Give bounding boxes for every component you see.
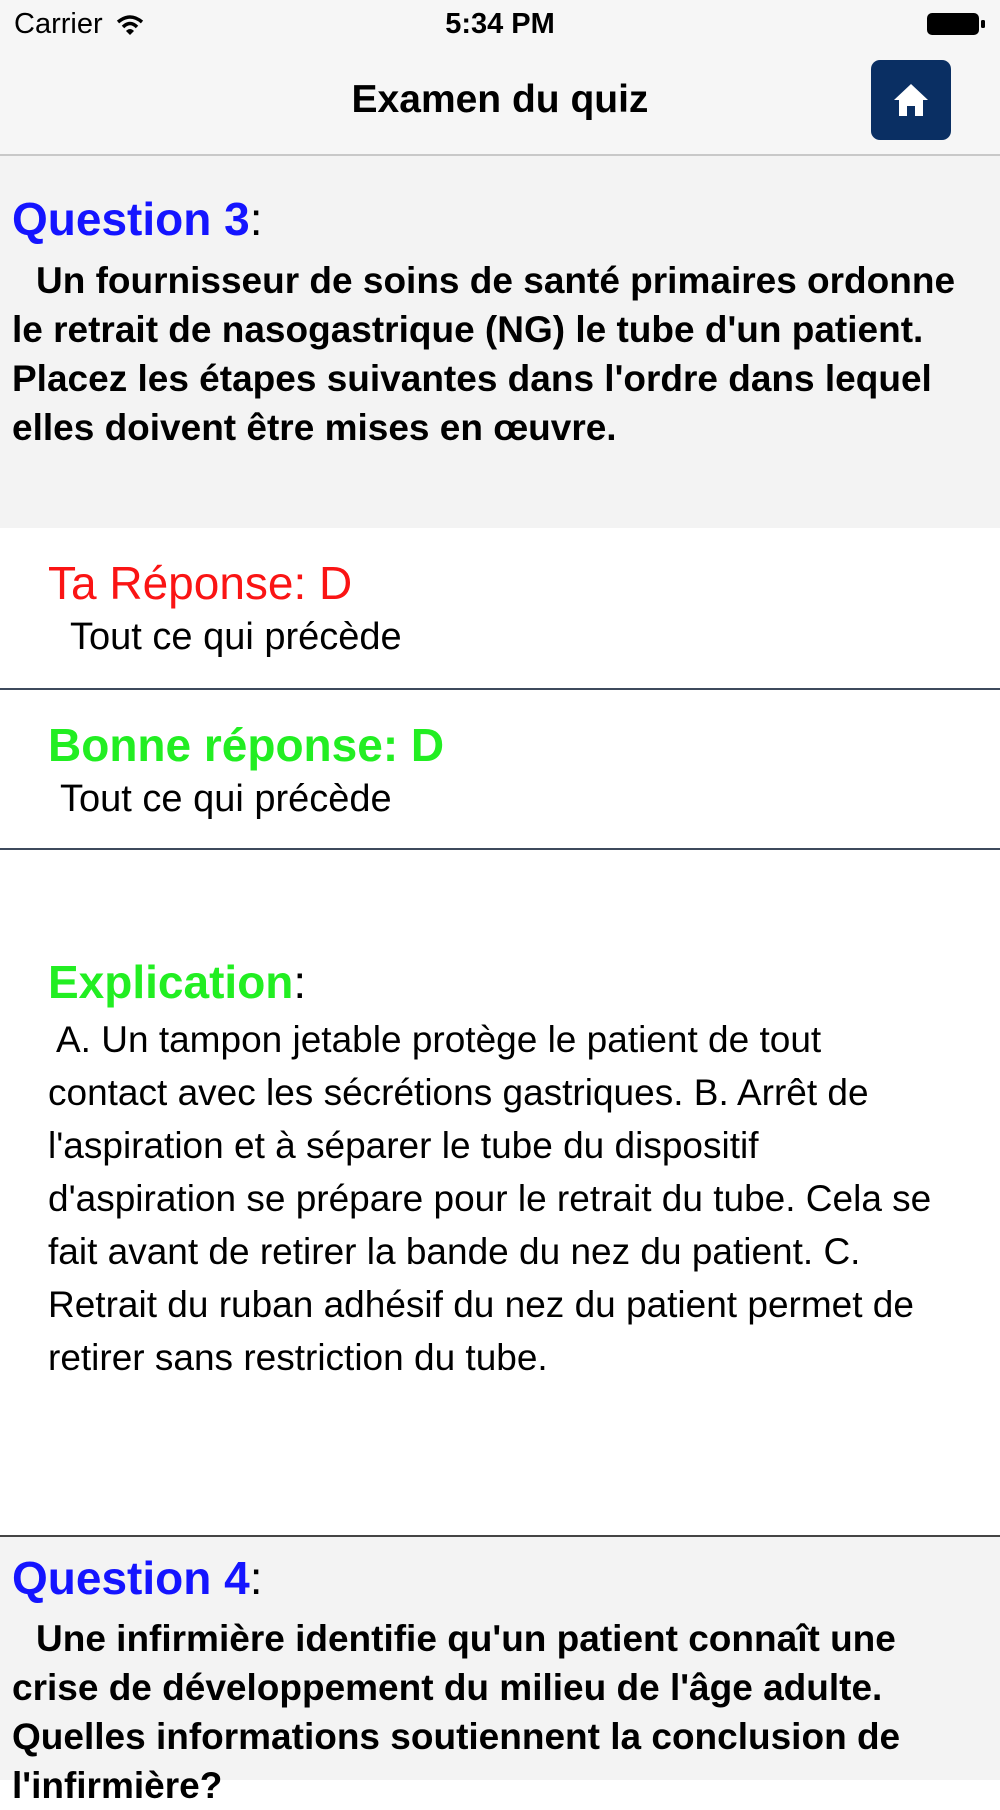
question-3-heading — [12, 192, 263, 246]
question-4-number: Question 4 — [12, 1552, 250, 1604]
question-3-text: Un fournisseur de soins de santé primaires ordonne le retrait de nasogastrique (NG) le tube d'un patient. Placez les étapes suivantes dans l'ordre dans lequel elles doivent être mises en œuvre. — [12, 260, 956, 448]
explanation-heading — [48, 955, 948, 1009]
explanation-section — [48, 955, 948, 1384]
status-time: 5:34 PM — [445, 8, 555, 40]
question-4-block — [0, 1535, 1000, 1806]
question-3-colon: : — [249, 193, 263, 245]
correct-answer-text: Tout ce qui précède — [60, 778, 392, 820]
explanation-colon: : — [293, 956, 307, 1008]
correct-answer-row — [0, 688, 1000, 850]
question-4-colon: : — [249, 1552, 263, 1604]
page-title: Examen du quiz — [351, 78, 649, 121]
carrier-label: Carrier — [14, 8, 103, 40]
question-3-block — [0, 156, 1000, 528]
question-4-text: Une infirmière identifie qu'un patient connaît une crise de développement du milieu de l'âge adulte. Quelles informations soutiennent la conclusion de l'infirmière? — [12, 1618, 901, 1806]
your-answer-label: Ta Réponse: D — [48, 557, 353, 609]
battery-icon — [926, 12, 986, 36]
your-answer-row — [0, 528, 1000, 690]
explanation-label: Explication — [48, 956, 294, 1008]
explanation-text: A. Un tampon jetable protège le patient de tout contact avec les sécrétions gastriques. B. Arrêt de l'aspiration et à séparer le tube du dispositif d'aspiration se prépare pour le retrait du tube. Cela se fait avant de retirer la bande du nez du patient. C. Retrait du ruban adhésif du nez du patient permet de retirer sans restriction du tube. — [48, 1019, 932, 1378]
question-3-number: Question 3 — [12, 193, 250, 245]
navigation-bar — [0, 50, 1000, 156]
status-bar — [0, 0, 1000, 50]
your-answer-text: Tout ce qui précède — [70, 616, 402, 658]
home-button[interactable] — [871, 60, 951, 140]
home-icon — [891, 81, 931, 119]
question-4-heading — [12, 1551, 263, 1605]
correct-answer-label: Bonne réponse: D — [48, 719, 445, 771]
